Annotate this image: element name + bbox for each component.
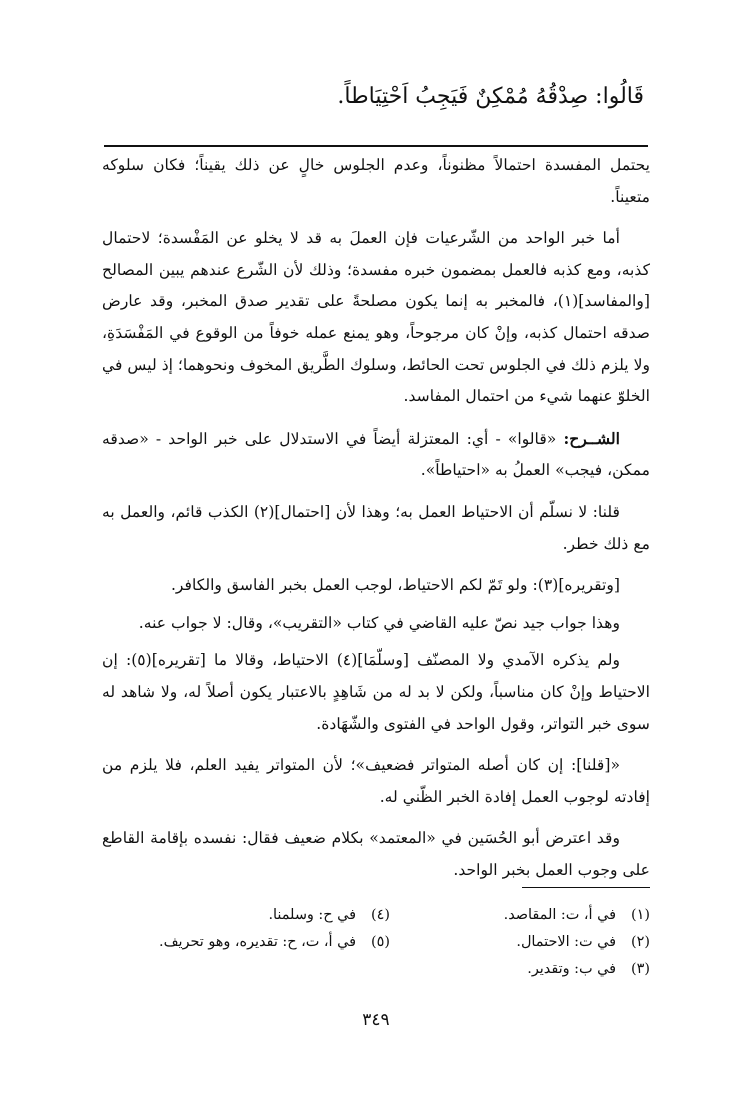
paragraph-5: [وتقريره](٣): ولو تَمّ لكم الاحتياط، لوجب العمل بخبر الفاسق والكافر. [170, 576, 620, 595]
footnote-text: في ب: وتقدير. [527, 961, 616, 977]
paragraph-sharh [102, 423, 650, 487]
paragraph-8: «[قلنا]: إن كان أصله المتواتر فضعيف»؛ لأن المتواتر يفيد العلم، فلا يلزم من إفادته لوجوب العمل إفادة الخبر الظّني له. [102, 756, 650, 806]
footnote-1 [410, 902, 650, 929]
paragraph-1: يحتمل المفسدة احتمالاً مظنوناً، وعدم الجلوس خالٍ عن ذلك يقيناً؛ فكان سلوكه متعيناً. [102, 156, 650, 206]
body-text [102, 150, 650, 896]
paragraph-6: وهذا جواب جيد نصّ عليه القاضي في كتاب «التقريب»، وقال: لا جواب عنه. [138, 613, 620, 632]
page-number: ٣٤٩ [362, 1010, 390, 1030]
footnote-2 [410, 929, 650, 956]
footnote-number: (١) [631, 907, 650, 923]
sharh-label: الشــرح: [563, 428, 620, 448]
footnote-text: في ح: وسلمنا. [268, 907, 356, 923]
footnote-number: (٣) [631, 961, 650, 977]
footnote-number: (٥) [371, 934, 390, 950]
footnote-text: في ت: الاحتمال. [516, 934, 616, 950]
footnotes-right-column [410, 902, 650, 983]
sharh-text: «قالوا» - أي: المعتزلة أيضاً في الاستدلال على خبر الواحد - «صدقه ممكن، فيجب» العملُ به «احتياطاً». [102, 429, 650, 480]
footnote-3 [410, 956, 650, 983]
footnotes-left-column [90, 902, 390, 956]
paragraph-2: أما خبر الواحد من الشّرعيات فإن العملَ به قد لا يخلو عن المَفْسدة؛ لاحتمال كذبه، ومع كذبه فالعمل بمضمون خبره مفسدة؛ وذلك لأن الشّرع عندهم يبين المصالح [والمفاسد](١)، فالمخبر به إنما يكون مصلحةً على تقدير صدق المخبر، وقد عارض صدقه احتمال كذبه، وإنْ كان مرجوحاً، وهو يمنع عمله خوفاً من الوقوع في المَفْسَدَةِ، ولا يلزم ذلك في الجلوس تحت الحائط، وسلوك الطَّريق المخوف ونحوهما؛ إذ ليس في الخلوّ عنهما شيء من احتمال المفاسد. [102, 229, 650, 406]
page-header-quote [104, 82, 644, 112]
footnote-5 [90, 929, 390, 956]
footnote-divider [522, 887, 650, 888]
header-text: قَالُوا: صِدْقُهُ مُمْكِنٌ فَيَجِبُ اَحْتِيَاطاً. [337, 84, 644, 109]
footnote-text: في أ، ت، ح: تقديره، وهو تحريف. [159, 934, 356, 950]
footnote-number: (٢) [631, 934, 650, 950]
paragraph-9: وقد اعترض أبو الحُسَين في «المعتمد» بكلام ضعيف فقال: نفسده بإقامة القاطع على وجوب العمل بخبر الواحد. [102, 829, 650, 879]
paragraph-4: قلنا: لا نسلّم أن الاحتياط العمل به؛ وهذا لأن [احتمال](٢) الكذب قائم، والعمل به مع ذلك خطر. [102, 502, 650, 553]
footnote-4 [90, 902, 390, 929]
paragraph-7: ولم يذكره الآمدي ولا المصنّف [وسلّمَا](٤) الاحتياط، وقالا ما [تقريره](٥): إن الاحتياط وإنْ كان مناسباً، ولكن لا بد له من شَاهِدٍ بالاعتبار يكون أصلاً له، ولا شاهد له سوى خبر التواتر، وقول الواحد في الفتوى والشّهَادة. [102, 651, 650, 733]
footnote-text: في أ، ت: المقاصد. [503, 907, 616, 923]
header-divider [104, 145, 648, 147]
footnote-number: (٤) [371, 907, 390, 923]
